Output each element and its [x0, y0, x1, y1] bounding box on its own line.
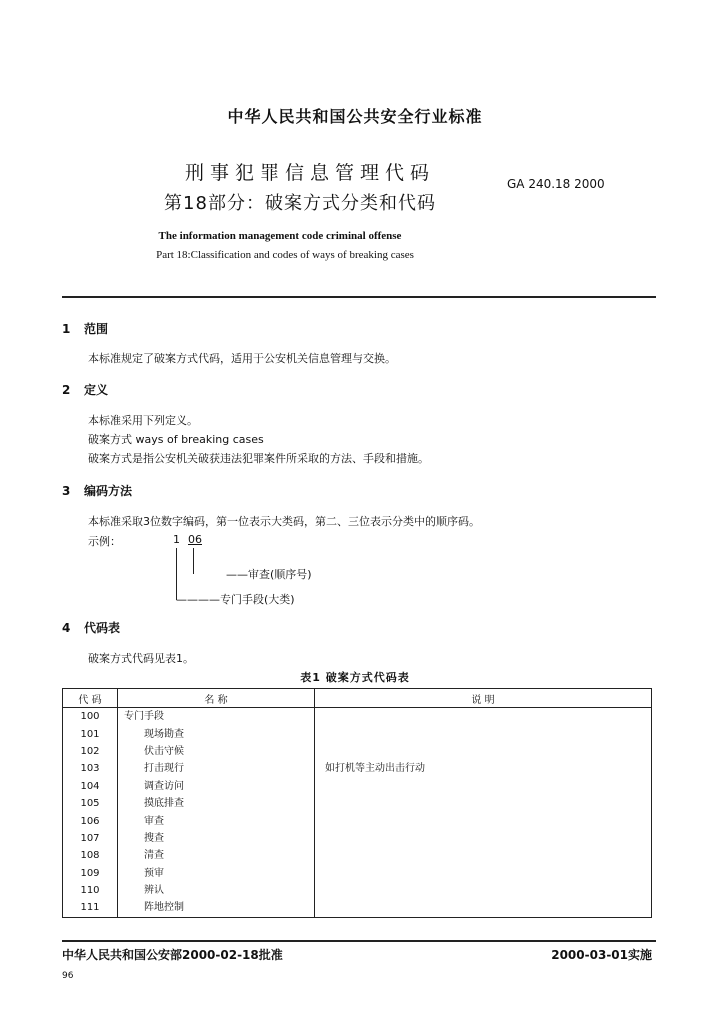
- table-body: [63, 708, 652, 918]
- example-code-category: 1: [173, 533, 180, 546]
- table-row: [63, 708, 652, 726]
- header-name: 名 称: [118, 689, 315, 708]
- document-title-line2: 第18部分：破案方式分类和代码: [164, 193, 436, 214]
- row-code: 103: [63, 760, 118, 777]
- section-title: 定义: [84, 383, 109, 397]
- header-divider: [62, 296, 656, 298]
- row-description: [315, 778, 652, 795]
- row-code: 111: [63, 899, 118, 917]
- table-row: [63, 847, 652, 864]
- row-name: 清查: [118, 847, 315, 864]
- row-code: 108: [63, 847, 118, 864]
- row-description: [315, 882, 652, 899]
- table-row: [63, 899, 652, 917]
- row-code: 100: [63, 708, 118, 726]
- implementation-date: 2000-03-01实施: [551, 948, 652, 962]
- table-header-row: [63, 689, 652, 708]
- row-description: [315, 795, 652, 812]
- section-4-paragraph: 破案方式代码见表1。: [88, 652, 194, 665]
- row-code: 106: [63, 812, 118, 829]
- row-name: 辨认: [118, 882, 315, 899]
- standard-number: GA 240.18 2000: [507, 177, 605, 191]
- section-1-paragraph: 本标准规定了破案方式代码，适用于公安机关信息管理与交换。: [88, 352, 396, 365]
- table-row: [63, 743, 652, 760]
- table-row: [63, 778, 652, 795]
- row-code: 105: [63, 795, 118, 812]
- section-title: 编码方法: [84, 484, 133, 498]
- document-title-line1: 刑事犯罪信息管理代码: [184, 162, 435, 184]
- section-number: 4: [62, 621, 71, 635]
- row-code: 102: [63, 743, 118, 760]
- standard-type-heading: 中华人民共和国公共安全行业标准: [227, 107, 483, 126]
- row-name: 阵地控制: [118, 899, 315, 917]
- section-number: 1: [62, 322, 71, 336]
- row-description: [315, 847, 652, 864]
- section-2-paragraph: 本标准采用下列定义。: [88, 414, 198, 427]
- row-name: 调查访问: [118, 778, 315, 795]
- example-code-sequence: 06: [188, 533, 202, 546]
- table-caption: 表1 破案方式代码表: [300, 671, 410, 684]
- row-code: 101: [63, 725, 118, 742]
- row-description: [315, 743, 652, 760]
- row-description: [315, 812, 652, 829]
- header-code: 代 码: [63, 689, 118, 708]
- section-title: 范围: [84, 322, 109, 336]
- row-description: [315, 708, 652, 726]
- table-row: [63, 795, 652, 812]
- row-name: 审查: [118, 812, 315, 829]
- example-annotation-category: ————专门手段(大类): [176, 593, 295, 606]
- section-number: 2: [62, 383, 71, 397]
- table-row: [63, 882, 652, 899]
- footer-divider: [62, 940, 656, 942]
- section-2-heading: [62, 381, 108, 398]
- row-code: 104: [63, 778, 118, 795]
- row-description: [315, 830, 652, 847]
- code-table: [62, 688, 652, 918]
- section-2-definition: 破案方式是指公安机关破获违法犯罪案件所采取的方法、手段和措施。: [88, 452, 429, 465]
- table-row: [63, 725, 652, 742]
- row-description: 如打机等主动出击行动: [325, 763, 425, 775]
- section-4-heading: [62, 619, 120, 636]
- example-bracket-line-2: [193, 548, 194, 574]
- section-1-heading: [62, 320, 108, 337]
- example-annotation-sequence: ——审查(顺序号): [226, 568, 312, 581]
- section-title: 代码表: [84, 621, 121, 635]
- row-name: 专门手段: [118, 708, 315, 726]
- row-name: 现场勘查: [118, 725, 315, 742]
- section-number: 3: [62, 484, 71, 498]
- row-code: 109: [63, 865, 118, 882]
- row-name: 预审: [118, 865, 315, 882]
- header-description: 说 明: [315, 689, 652, 708]
- table-row: [63, 812, 652, 829]
- page-number: 96: [62, 971, 74, 981]
- row-name: 搜查: [118, 830, 315, 847]
- row-name: 打击现行: [118, 760, 315, 777]
- row-description: [315, 725, 652, 742]
- english-title-line2: Part 18:Classification and codes of ways of breaking cases: [156, 249, 414, 261]
- section-2-term: 破案方式 ways of breaking cases: [88, 433, 264, 446]
- table-row: [63, 865, 652, 882]
- row-name: 伏击守候: [118, 743, 315, 760]
- row-code: 110: [63, 882, 118, 899]
- table-row: [63, 830, 652, 847]
- row-description: [315, 865, 652, 882]
- english-title-line1: The information management code criminal offense: [158, 230, 402, 242]
- row-code: 107: [63, 830, 118, 847]
- row-name: 摸底排查: [118, 795, 315, 812]
- approval-date: 中华人民共和国公安部2000-02-18批准: [62, 948, 283, 962]
- example-label: 示例：: [88, 535, 121, 548]
- section-3-paragraph: 本标准采取3位数字编码，第一位表示大类码，第二、三位表示分类中的顺序码。: [88, 515, 480, 528]
- row-description: [315, 899, 652, 917]
- section-3-heading: [62, 482, 132, 499]
- table-row: [63, 760, 652, 777]
